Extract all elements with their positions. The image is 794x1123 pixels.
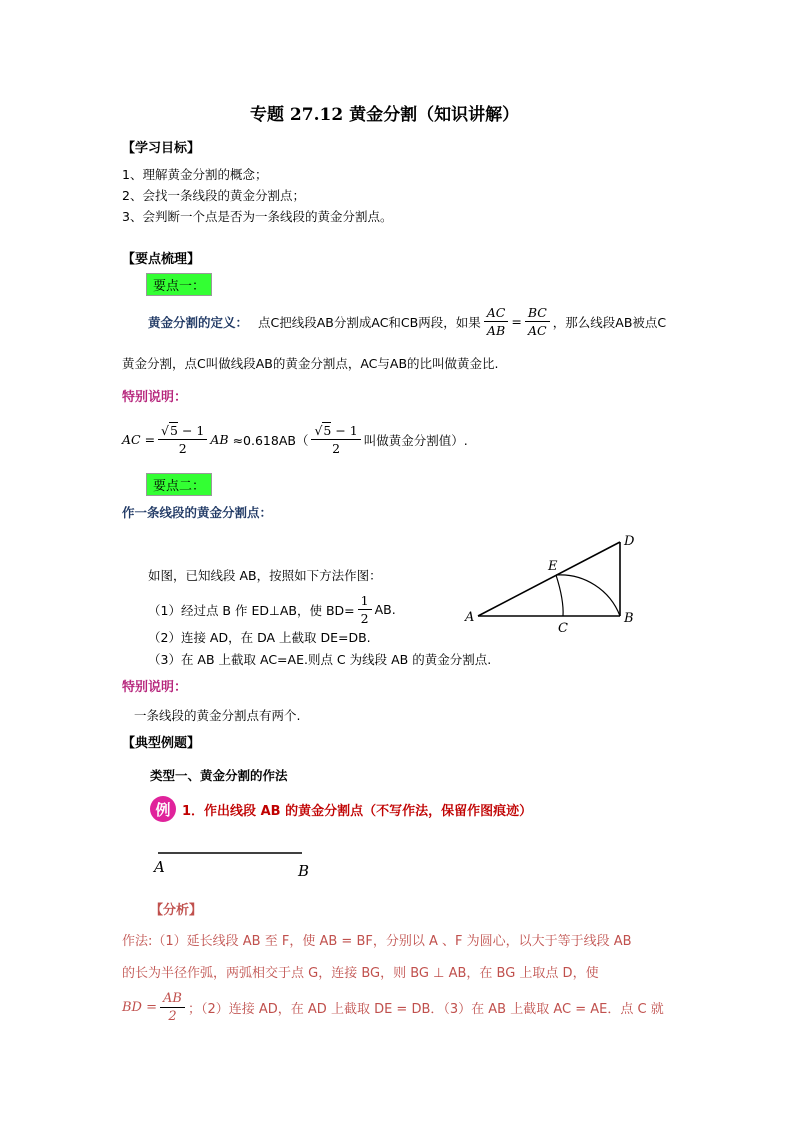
special-note-2-text: 一条线段的黄金分割点有两个. (134, 708, 301, 723)
example-number: 1． (182, 803, 205, 819)
golden-ratio-formula: AC = $\frac{√5 - 1}{2}$ AB ≈0.618AB（ $\frac{√5 - 1}{2}$ 叫做黄金分割值）. (122, 423, 468, 456)
definition-line-2: 黄金分割，点C叫做线段AB的黄金分割点，AC与AB的比叫做黄金比. (122, 356, 499, 371)
section-typical-examples: 【典型例题】 (122, 736, 201, 751)
fraction-bc-ac: $\frac{BC}{AC}$ (525, 304, 550, 339)
construction-step-1: （1）经过点 B 作 ED⊥AB，使 BD= $\frac{1}{2}$ AB. (148, 593, 396, 626)
segment-ad (478, 542, 620, 616)
segment-label-a: A (154, 858, 165, 876)
goal-item-3: 3、会判断一个点是否为一条线段的黄金分割点。 (122, 209, 393, 224)
construction-step-3: （3）在 AB 上截取 AC=AE.则点 C 为线段 AB 的黄金分割点. (148, 652, 492, 667)
page-title: 专题 27.12 黄金分割（知识讲解） (250, 105, 520, 125)
analysis-line-1: 作法:（1）延长线段 AB 至 F，使 AB = BF，分别以 A 、F 为圆心，以大于等于线段 AB (122, 934, 632, 949)
fraction-ac-ab: $\frac{AC}{AB}$ (484, 304, 509, 339)
analysis-line-2: 的长为半径作弧，两弧相交于点 G，连接 BG，则 BG ⊥ AB，在 BG 上取点 D，使 (122, 966, 599, 981)
key-point-1-badge: 要点一： (146, 273, 212, 296)
label-d: D (624, 534, 635, 549)
example-segment-ab (150, 845, 320, 881)
definition-line: 黄金分割的定义： 点C把线段AB分割成AC和CB两段，如果 $\frac{AC}{AB}$ = $\frac{BC}{AC}$ ，那么线段AB被点C (148, 305, 667, 338)
label-e: E (548, 559, 558, 574)
example-1 (150, 796, 532, 822)
goal-item-2: 2、会找一条线段的黄金分割点； (122, 188, 305, 203)
label-c: C (558, 621, 568, 636)
section-key-points: 【要点梳理】 (122, 252, 201, 267)
key-point-2-badge: 要点二： (146, 473, 212, 496)
special-note-label-2: 特别说明： (122, 680, 188, 695)
definition-text-2: ，那么线段AB被点C (552, 314, 667, 330)
analysis-line-3: BD = $\frac{AB}{2}$ ；（2）连接 AD，在 AD 上截取 DE = DB．（3）在 AB 上截取 AC = AE．点 C 就 (122, 991, 664, 1024)
example-badge-icon: 例 (150, 796, 176, 822)
construction-intro: 如图，已知线段 AB，按照如下方法作图： (148, 568, 382, 583)
construction-title: 作一条线段的黄金分割点： (122, 505, 273, 520)
construction-step-2: （2）连接 AD，在 DA 上截取 DE=DB. (148, 630, 371, 645)
analysis-label: 【分析】 (150, 903, 203, 918)
arc-de (556, 575, 620, 616)
golden-section-construction-figure (460, 528, 650, 638)
example-question: 作出线段 AB 的黄金分割点（不写作法，保留作图痕迹） (204, 803, 533, 819)
section-learning-goals: 【学习目标】 (122, 141, 201, 156)
segment-label-b: B (298, 862, 310, 880)
goal-item-1: 1、理解黄金分割的概念； (122, 167, 268, 182)
label-b: B (624, 611, 634, 626)
arc-ec (556, 575, 563, 616)
type-1-heading: 类型一、黄金分割的作法 (150, 768, 288, 783)
label-a: A (465, 610, 475, 625)
special-note-label-1: 特别说明： (122, 390, 188, 405)
definition-text-1: 点C把线段AB分割成AC和CB两段，如果 (258, 314, 481, 330)
definition-label: 黄金分割的定义： (148, 314, 249, 330)
